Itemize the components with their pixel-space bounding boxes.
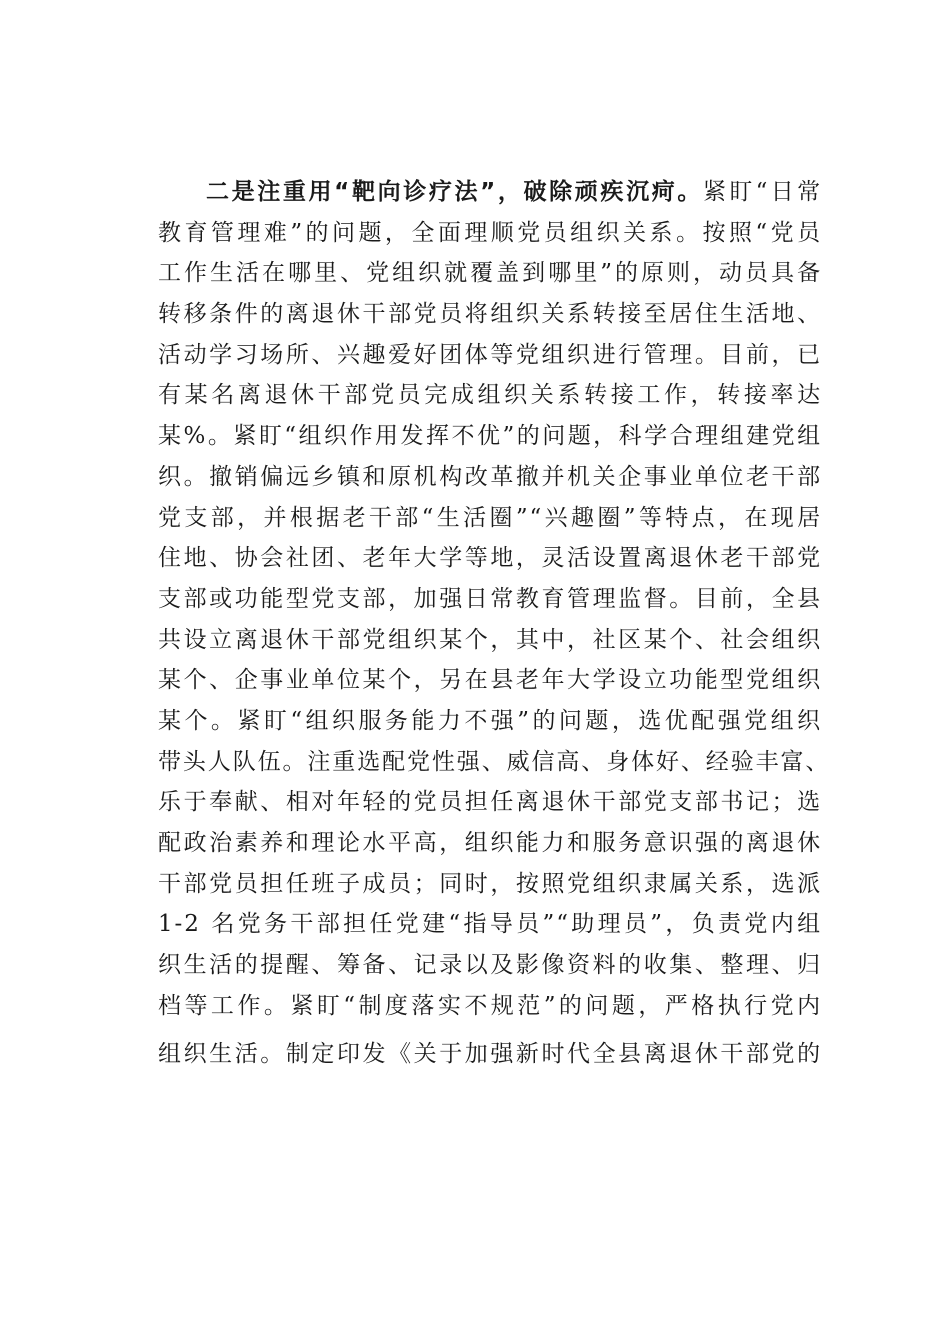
body-paragraph — [158, 172, 831, 1078]
text-line: 住地、协会社团、老年大学等地，灵活设置离退休老干部党 — [158, 545, 822, 572]
text-line: 某个。紧盯“组织服务能力不强”的问题，选优配强党组织 — [158, 707, 822, 734]
text-line: 带头人队伍。注重选配党性强、威信高、身体好、经验丰富、 — [158, 748, 831, 775]
text-line: 织。撤销偏远乡镇和原机构改革撤并机关企事业单位老干部 — [158, 463, 822, 490]
text-line: 共设立离退休干部党组织某个，其中，社区某个、社会组织 — [158, 626, 822, 653]
text-line: 干部党员担任班子成员；同时，按照党组织隶属关系，选派 — [158, 870, 822, 897]
text-line: 乐于奉献、相对年轻的党员担任离退休干部党支部书记；选 — [158, 789, 822, 816]
text-line: 转移条件的离退休干部党员将组织关系转接至居住生活地、 — [158, 301, 822, 328]
text-line: 织生活的提醒、筹备、记录以及影像资料的收集、整理、归 — [158, 952, 822, 979]
text-line: 某%。紧盯“组织作用发挥不优”的问题，科学合理组建党组 — [158, 423, 822, 450]
paragraph-heading: 二是注重用“靶向诊疗法”，破除顽疾沉疴。 — [206, 179, 703, 205]
text-line: 组织生活。制定印发《关于加强新时代全县离退休干部党的 — [158, 1041, 822, 1068]
text-line: 配政治素养和理论水平高，组织能力和服务意识强的离退休 — [158, 830, 822, 856]
first-line-text: 紧盯“日常 — [702, 179, 822, 205]
paragraph-first-line — [158, 172, 822, 213]
text-line: 某个、企事业单位某个，另在县老年大学设立功能型党组织 — [158, 667, 822, 694]
text-line: 活动学习场所、兴趣爱好团体等党组织进行管理。目前，已 — [158, 341, 822, 368]
text-line: 1-2 名党务干部担任党建“指导员”“助理员”，负责党内组 — [158, 911, 822, 938]
text-line: 工作生活在哪里、党组织就覆盖到哪里”的原则，动员具备 — [158, 260, 822, 287]
text-line: 教育管理难”的问题，全面理顺党员组织关系。按照“党员 — [158, 219, 822, 246]
text-line: 有某名离退休干部党员完成组织关系转接工作，转接率达 — [158, 382, 822, 409]
text-line: 党支部，并根据老干部“生活圈”“兴趣圈”等特点，在现居 — [158, 504, 822, 531]
text-line: 档等工作。紧盯“制度落实不规范”的问题，严格执行党内 — [158, 992, 822, 1019]
text-line: 支部或功能型党支部，加强日常教育管理监督。目前，全县 — [158, 585, 822, 612]
